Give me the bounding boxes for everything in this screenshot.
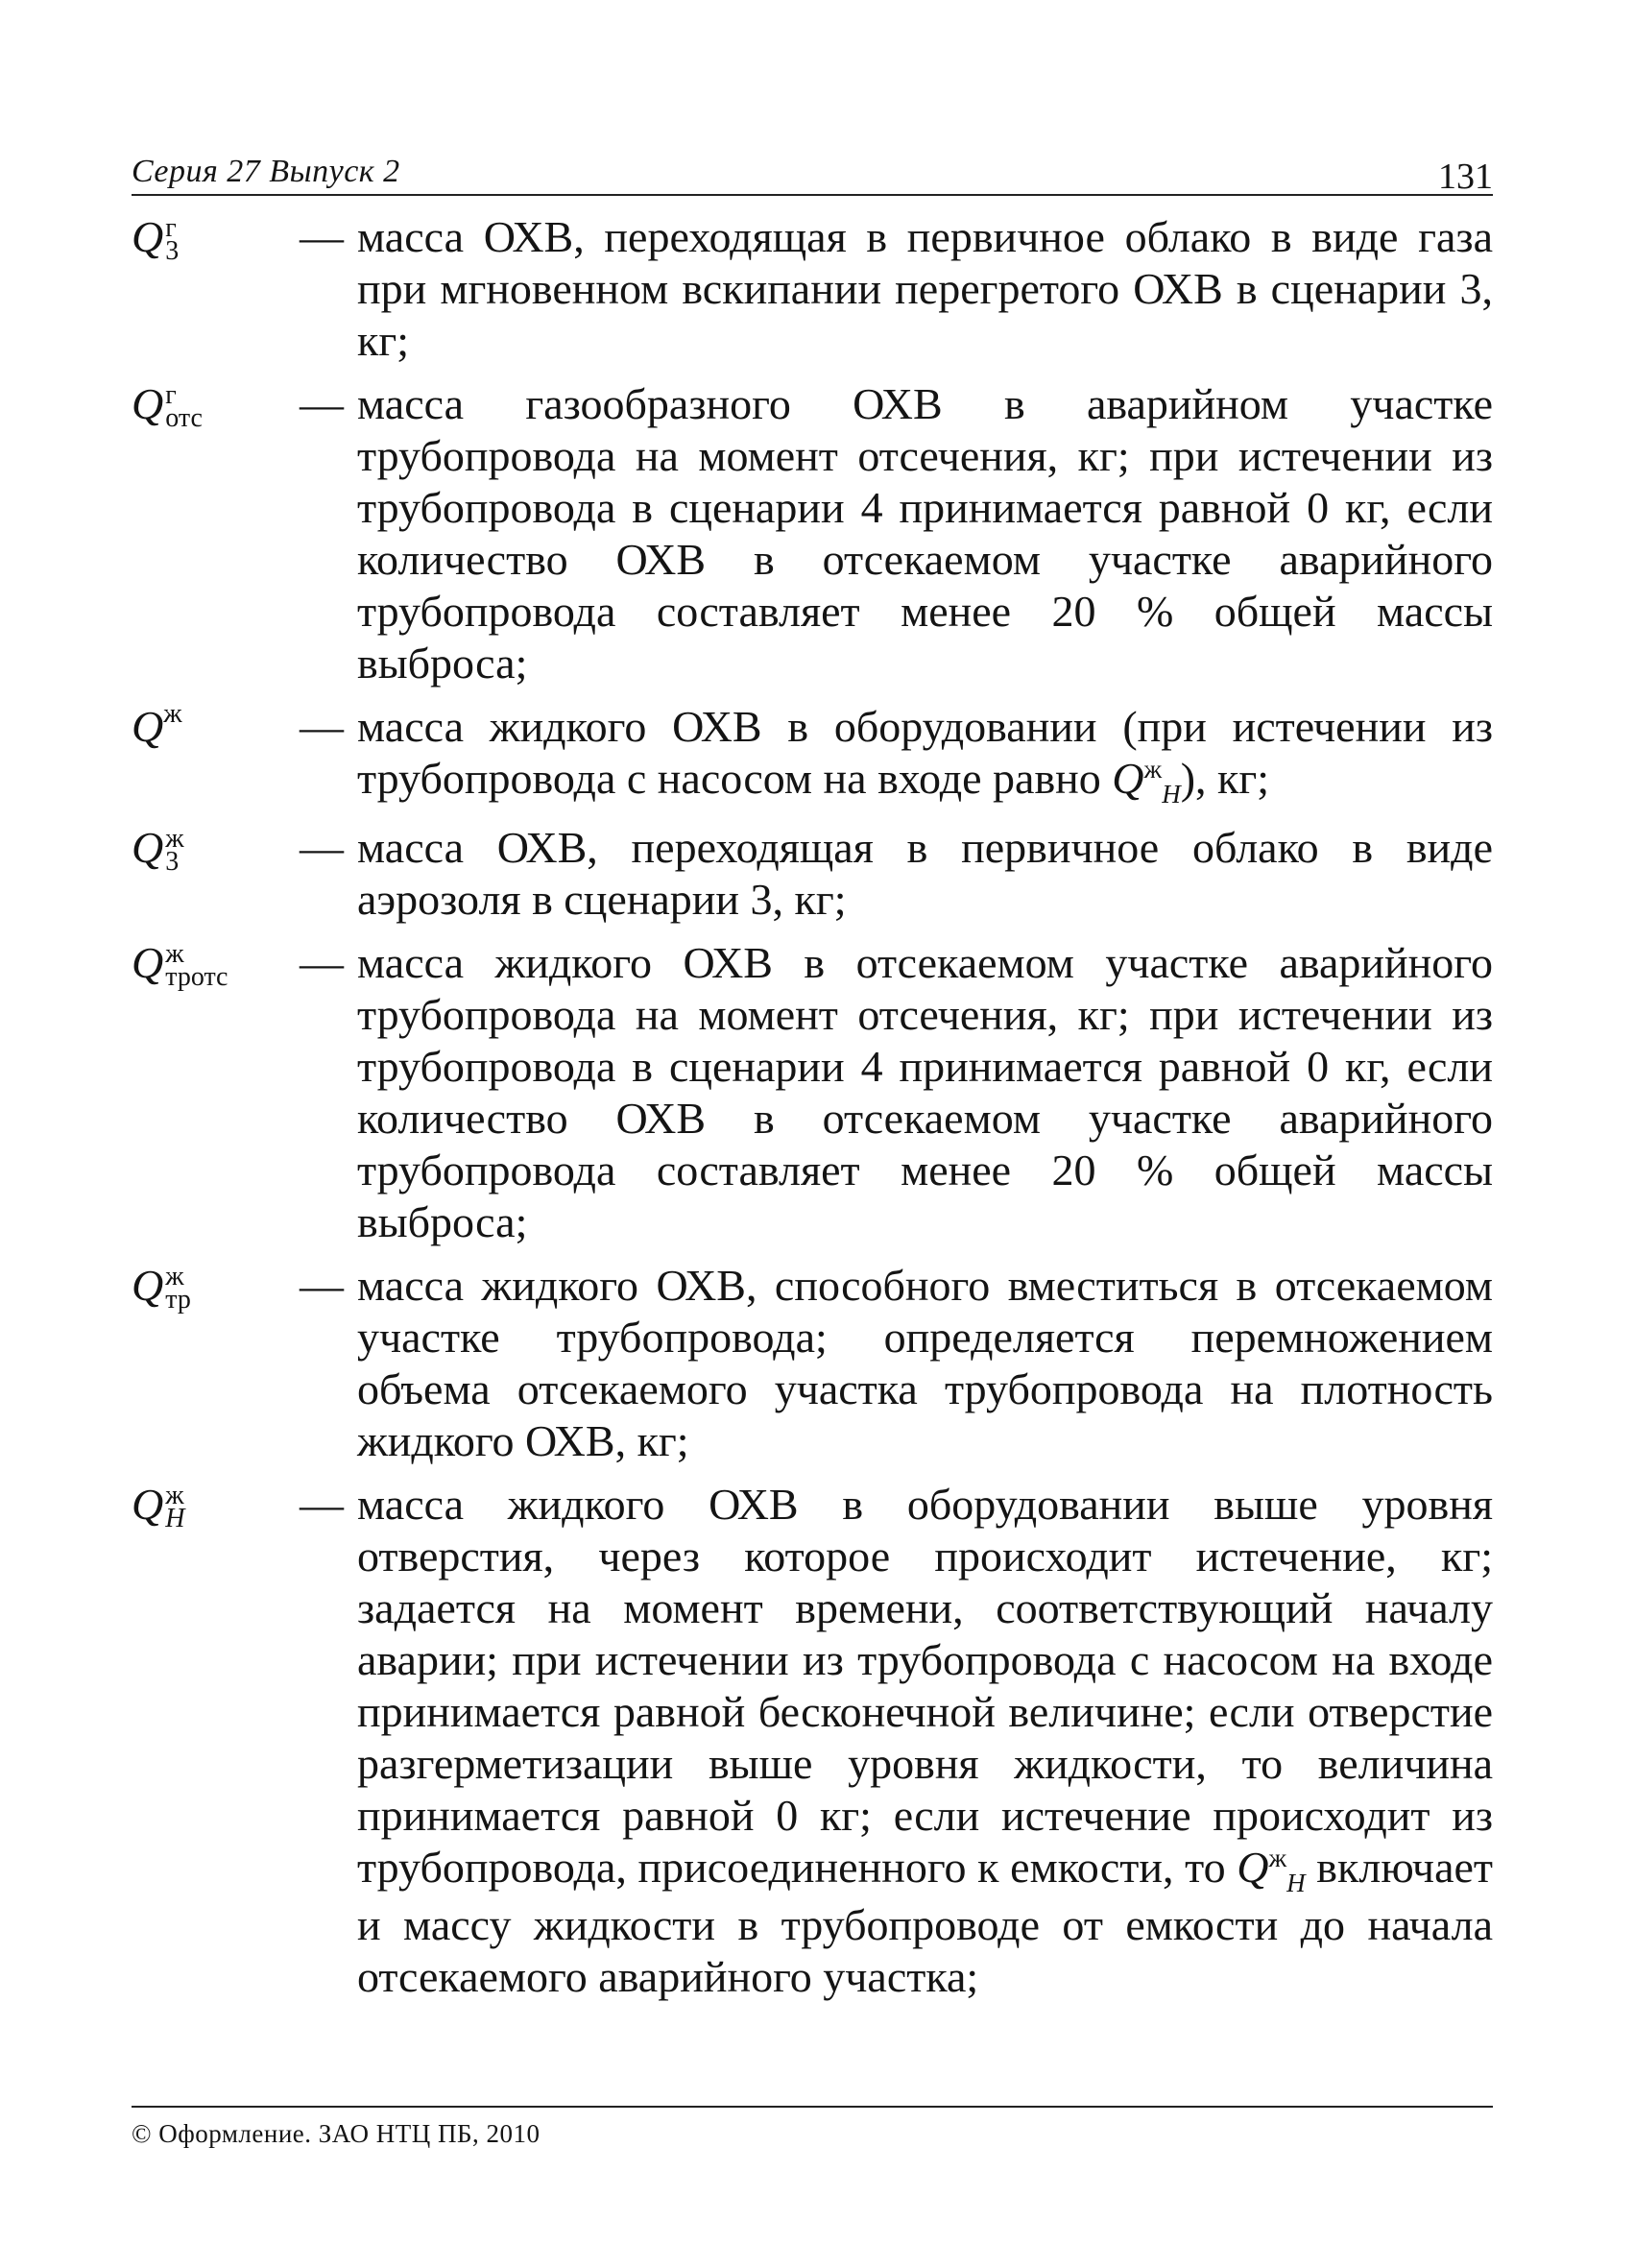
copyright-text: © Оформление. ЗАО НТЦ ПБ, 2010 xyxy=(132,2119,541,2148)
definition-dash: — xyxy=(300,702,344,751)
definition-text: масса жидкого ОХВ в оборудовании (при истечении из трубопровода с насосом на входе равно $Q^ж_Н$), кг; xyxy=(357,702,1493,808)
definition-item xyxy=(132,378,1493,689)
inline-symbol: $Q^ж_Н$ xyxy=(1112,754,1181,808)
definition-text: масса газообразного ОХВ в аварийном участке трубопровода на момент отсечения, кг; при истечении из трубопровода в сценарии 4 принимается равной 0 кг, если количество ОХВ в отсекаемом участке аварийного трубопровода составляет менее 20 % общей массы выброса; xyxy=(357,379,1493,688)
definition-dash: — xyxy=(300,1480,344,1529)
definition-text: масса ОХВ, переходящая в первичное облако в виде аэрозоля в сценарии 3, кг; xyxy=(357,823,1493,924)
definition-item xyxy=(132,937,1493,1248)
definition-text: масса ОХВ, переходящая в первичное облако в виде газа при мгновенном вскипании перегретого ОХВ в сценарии 3, кг; xyxy=(357,212,1493,365)
definition-text: масса жидкого ОХВ в оборудовании выше уровня отверстия, через которое происходит истечение, кг; задается на момент времени, соответствующий началу аварии; при истечении из трубопровода с насосом на входе принимается равной бесконечной величине; если отверстие разгерметизации выше уровня жидкости, то величина принимается равной 0 кг; если истечение происходит из трубопровода, присоединенного к емкости, то $Q^ж_Н$ включает и массу жидкости в трубопроводе от емкости до начала отсекаемого аварийного участка; xyxy=(357,1480,1493,2001)
document-page xyxy=(132,144,1493,2015)
definitions-list xyxy=(132,211,1493,2003)
definition-dash: — xyxy=(300,379,344,428)
definition-text: масса жидкого ОХВ, способного вместиться в отсекаемом участке трубопровода; определяется перемножением объема отсекаемого участка трубопровода на плотность жидкого ОХВ, кг; xyxy=(357,1261,1493,1465)
definition-symbol: Q г отс xyxy=(132,379,203,433)
definition-symbol: Q ж 3 xyxy=(132,823,184,877)
page-number: 131 xyxy=(1438,157,1493,197)
definition-item xyxy=(132,1479,1493,2003)
definition-symbol: Q ж тр xyxy=(132,1261,191,1315)
page-footer xyxy=(132,2106,1493,2149)
definition-item xyxy=(132,822,1493,926)
definition-item xyxy=(132,211,1493,367)
page-header xyxy=(132,144,1493,196)
definition-symbol: Q г 3 xyxy=(132,212,180,266)
inline-symbol: $Q^ж_Н$ xyxy=(1237,1843,1306,1897)
definition-item xyxy=(132,701,1493,810)
definition-dash: — xyxy=(300,823,344,872)
definition-dash: — xyxy=(300,212,344,261)
definition-symbol: $Q^ж$ xyxy=(132,699,182,751)
series-label: Серия 27 Выпуск 2 xyxy=(132,154,400,189)
definition-text: масса жидкого ОХВ в отсекаемом участке аварийного трубопровода на момент отсечения, кг; при истечении из трубопровода в сценарии 4 принимается равной 0 кг, если количество ОХВ в отсекаемом участке аварийного трубопровода составляет менее 20 % общей массы выброса; xyxy=(357,938,1493,1246)
definition-symbol: Q ж Н xyxy=(132,1480,185,1533)
definition-dash: — xyxy=(300,1261,344,1310)
definition-dash: — xyxy=(300,938,344,987)
definition-symbol: Q ж тротс xyxy=(132,938,228,992)
definition-item xyxy=(132,1260,1493,1467)
